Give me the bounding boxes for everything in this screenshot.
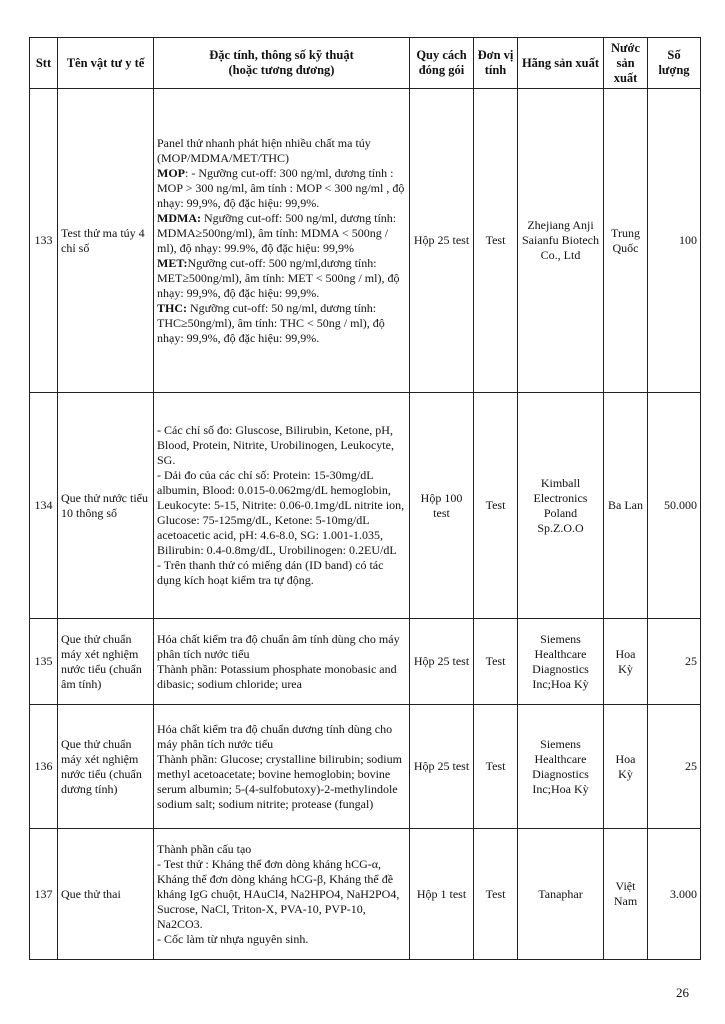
page-number: 26 bbox=[676, 985, 689, 1000]
row-country: Hoa Kỳ bbox=[604, 619, 648, 705]
table-row bbox=[30, 705, 701, 829]
spec-item-label: MOP bbox=[157, 165, 185, 180]
row-country: Việt Nam bbox=[604, 829, 648, 960]
spec-item-text: Ngưỡng cut-off: 500 ng/ml, dương tính: MDMA≥500ng/ml), âm tính: MDMA < 500ng / ml), độ nhạy: 99.9%, độ đặc hiệu: 99,9% bbox=[157, 210, 397, 255]
table-row bbox=[30, 89, 701, 393]
header-spec bbox=[154, 38, 410, 89]
spec-item bbox=[157, 256, 406, 301]
row-qty: 25 bbox=[648, 619, 701, 705]
row-unit: Test bbox=[474, 705, 518, 829]
header-spec-title: Đặc tính, thông số kỹ thuật bbox=[209, 48, 354, 62]
row-qty: 3.000 bbox=[648, 829, 701, 960]
row-unit: Test bbox=[474, 393, 518, 619]
row-qty: 25 bbox=[648, 705, 701, 829]
spec-line: Thành phần cấu tạo bbox=[157, 841, 252, 856]
header-row bbox=[30, 38, 701, 89]
row-maker: Tanaphar bbox=[518, 829, 604, 960]
row-stt: 134 bbox=[30, 393, 58, 619]
spec-item bbox=[157, 211, 406, 256]
row-name: Que thử chuẩn máy xét nghiệm nước tiểu (chuẩn âm tính) bbox=[58, 619, 154, 705]
row-maker: Siemens Healthcare Diagnostics Inc;Hoa Kỳ bbox=[518, 705, 604, 829]
spec-item-label: MDMA: bbox=[157, 210, 201, 225]
spec-line: - Cốc làm từ nhựa nguyên sinh. bbox=[157, 931, 309, 946]
row-packing: Hộp 25 test bbox=[410, 619, 474, 705]
row-spec bbox=[154, 393, 410, 619]
header-spec-subtitle: (hoặc tương đương) bbox=[228, 63, 335, 77]
row-unit: Test bbox=[474, 829, 518, 960]
row-maker: Siemens Healthcare Diagnostics Inc;Hoa Kỳ bbox=[518, 619, 604, 705]
header-stt: Stt bbox=[30, 38, 58, 89]
row-maker: Kimball Electronics Poland Sp.Z.O.O bbox=[518, 393, 604, 619]
spec-intro: Panel thử nhanh phát hiện nhiều chất ma túy (MOP/MDMA/MET/THC) bbox=[157, 135, 371, 165]
row-packing: Hộp 25 test bbox=[410, 89, 474, 393]
row-name: Test thử ma túy 4 chỉ số bbox=[58, 89, 154, 393]
header-qty: Số lượng bbox=[648, 38, 701, 89]
row-stt: 136 bbox=[30, 705, 58, 829]
row-spec bbox=[154, 829, 410, 960]
spec-line: Thành phần: Glucose; crystalline bilirubin; sodium methyl acetoacetate; bovine hemoglobin; bovine serum albumin; 5-(4-sulfobutoxy)-2-methylindole sodium salt; sodium nitrite; protease (fungal) bbox=[157, 751, 402, 811]
header-country: Nước sản xuất bbox=[604, 38, 648, 89]
row-country: Hoa Kỳ bbox=[604, 705, 648, 829]
row-unit: Test bbox=[474, 619, 518, 705]
row-name: Que thử thai bbox=[58, 829, 154, 960]
header-packing: Quy cách đóng gói bbox=[410, 38, 474, 89]
spec-line: - Dải đo của các chỉ số: Protein: 15-30mg/dL albumin, Blood: 0.015-0.062mg/dL hemoglobin, Leukocyte: 5-15, Nitrite: 0.06-0.1mg/dL nitrite ion, Glucose: 75-125mg/dL, Ketone: 5-10mg/dL acetoacetic acid, pH: 4.6-8.0, SG: 1.001-1.035, Bilirubin: 0.4-0.8mg/dL, Urobilinogen: 0.2EU/dL bbox=[157, 468, 405, 557]
row-packing: Hộp 100 test bbox=[410, 393, 474, 619]
spec-item bbox=[157, 166, 406, 211]
row-name: Que thử nước tiểu 10 thông số bbox=[58, 393, 154, 619]
header-name: Tên vật tư y tế bbox=[58, 38, 154, 89]
spec-item-text: Ngưỡng cut-off: 500 ng/ml,dương tính: MET≥500ng/ml), âm tính: MET < 500ng / ml), độ nhạy: 99,9%, độ đặc hiệu: 99,9%. bbox=[157, 255, 400, 300]
spec-line: Hóa chất kiểm tra độ chuẩn âm tính dùng cho máy phân tích nước tiểu bbox=[157, 631, 400, 661]
table-row bbox=[30, 619, 701, 705]
spec-item-label: MET: bbox=[157, 255, 188, 270]
row-stt: 133 bbox=[30, 89, 58, 393]
header-maker: Hãng sản xuất bbox=[518, 38, 604, 89]
spec-item-label: THC: bbox=[157, 300, 187, 315]
row-spec bbox=[154, 89, 410, 393]
table-row bbox=[30, 393, 701, 619]
header-unit: Đơn vị tính bbox=[474, 38, 518, 89]
row-packing: Hộp 1 test bbox=[410, 829, 474, 960]
row-unit: Test bbox=[474, 89, 518, 393]
row-country: Ba Lan bbox=[604, 393, 648, 619]
spec-line: - Test thử : Kháng thể đơn dòng kháng hCG-α, Kháng thể đơn dòng kháng hCG-β, Kháng thể đề kháng IgG chuột, HAuCl4, Na2HPO4, NaH2PO4, Sucrose, NaCl, Triton-X, PVA-10, PVP-10, Na2CO3. bbox=[157, 856, 400, 931]
equipment-spec-table bbox=[29, 37, 701, 960]
row-stt: 135 bbox=[30, 619, 58, 705]
spec-line: Hóa chất kiểm tra độ chuẩn dương tính dùng cho máy phân tích nước tiểu bbox=[157, 721, 393, 751]
row-qty: 100 bbox=[648, 89, 701, 393]
spec-line: Thành phần: Potassium phosphate monobasic and dibasic; sodium chloride; urea bbox=[157, 661, 397, 691]
spec-item-text: Ngưỡng cut-off: 50 ng/ml, dương tính: THC≥50ng/ml), âm tính: THC < 50ng / ml), độ nhạy: 99,9%, độ đặc hiệu: 99,9%. bbox=[157, 300, 385, 345]
row-spec bbox=[154, 619, 410, 705]
row-spec bbox=[154, 705, 410, 829]
spec-item bbox=[157, 301, 406, 346]
row-qty: 50.000 bbox=[648, 393, 701, 619]
spec-line: - Các chỉ số đo: Gluscose, Bilirubin, Ketone, pH, Blood, Protein, Nitrite, Urobilinogen, Leukocyte, SG. bbox=[157, 423, 394, 467]
row-maker: Zhejiang Anji Saianfu Biotech Co., Ltd bbox=[518, 89, 604, 393]
row-name: Que thử chuẩn máy xét nghiệm nước tiểu (chuẩn dương tính) bbox=[58, 705, 154, 829]
row-country: Trung Quốc bbox=[604, 89, 648, 393]
spec-item-text: : - Ngưỡng cut-off: 300 ng/ml, dương tính : MOP > 300 ng/ml, âm tính : MOP < 300 ng/ml , độ nhạy: 99,9%, độ đặc hiệu: 99,9%. bbox=[157, 165, 405, 210]
row-packing: Hộp 25 test bbox=[410, 705, 474, 829]
row-stt: 137 bbox=[30, 829, 58, 960]
table-row bbox=[30, 829, 701, 960]
spec-line: - Trên thanh thử có miếng dán (ID band) có tác dụng kích hoạt kiểm tra tự động. bbox=[157, 558, 384, 587]
